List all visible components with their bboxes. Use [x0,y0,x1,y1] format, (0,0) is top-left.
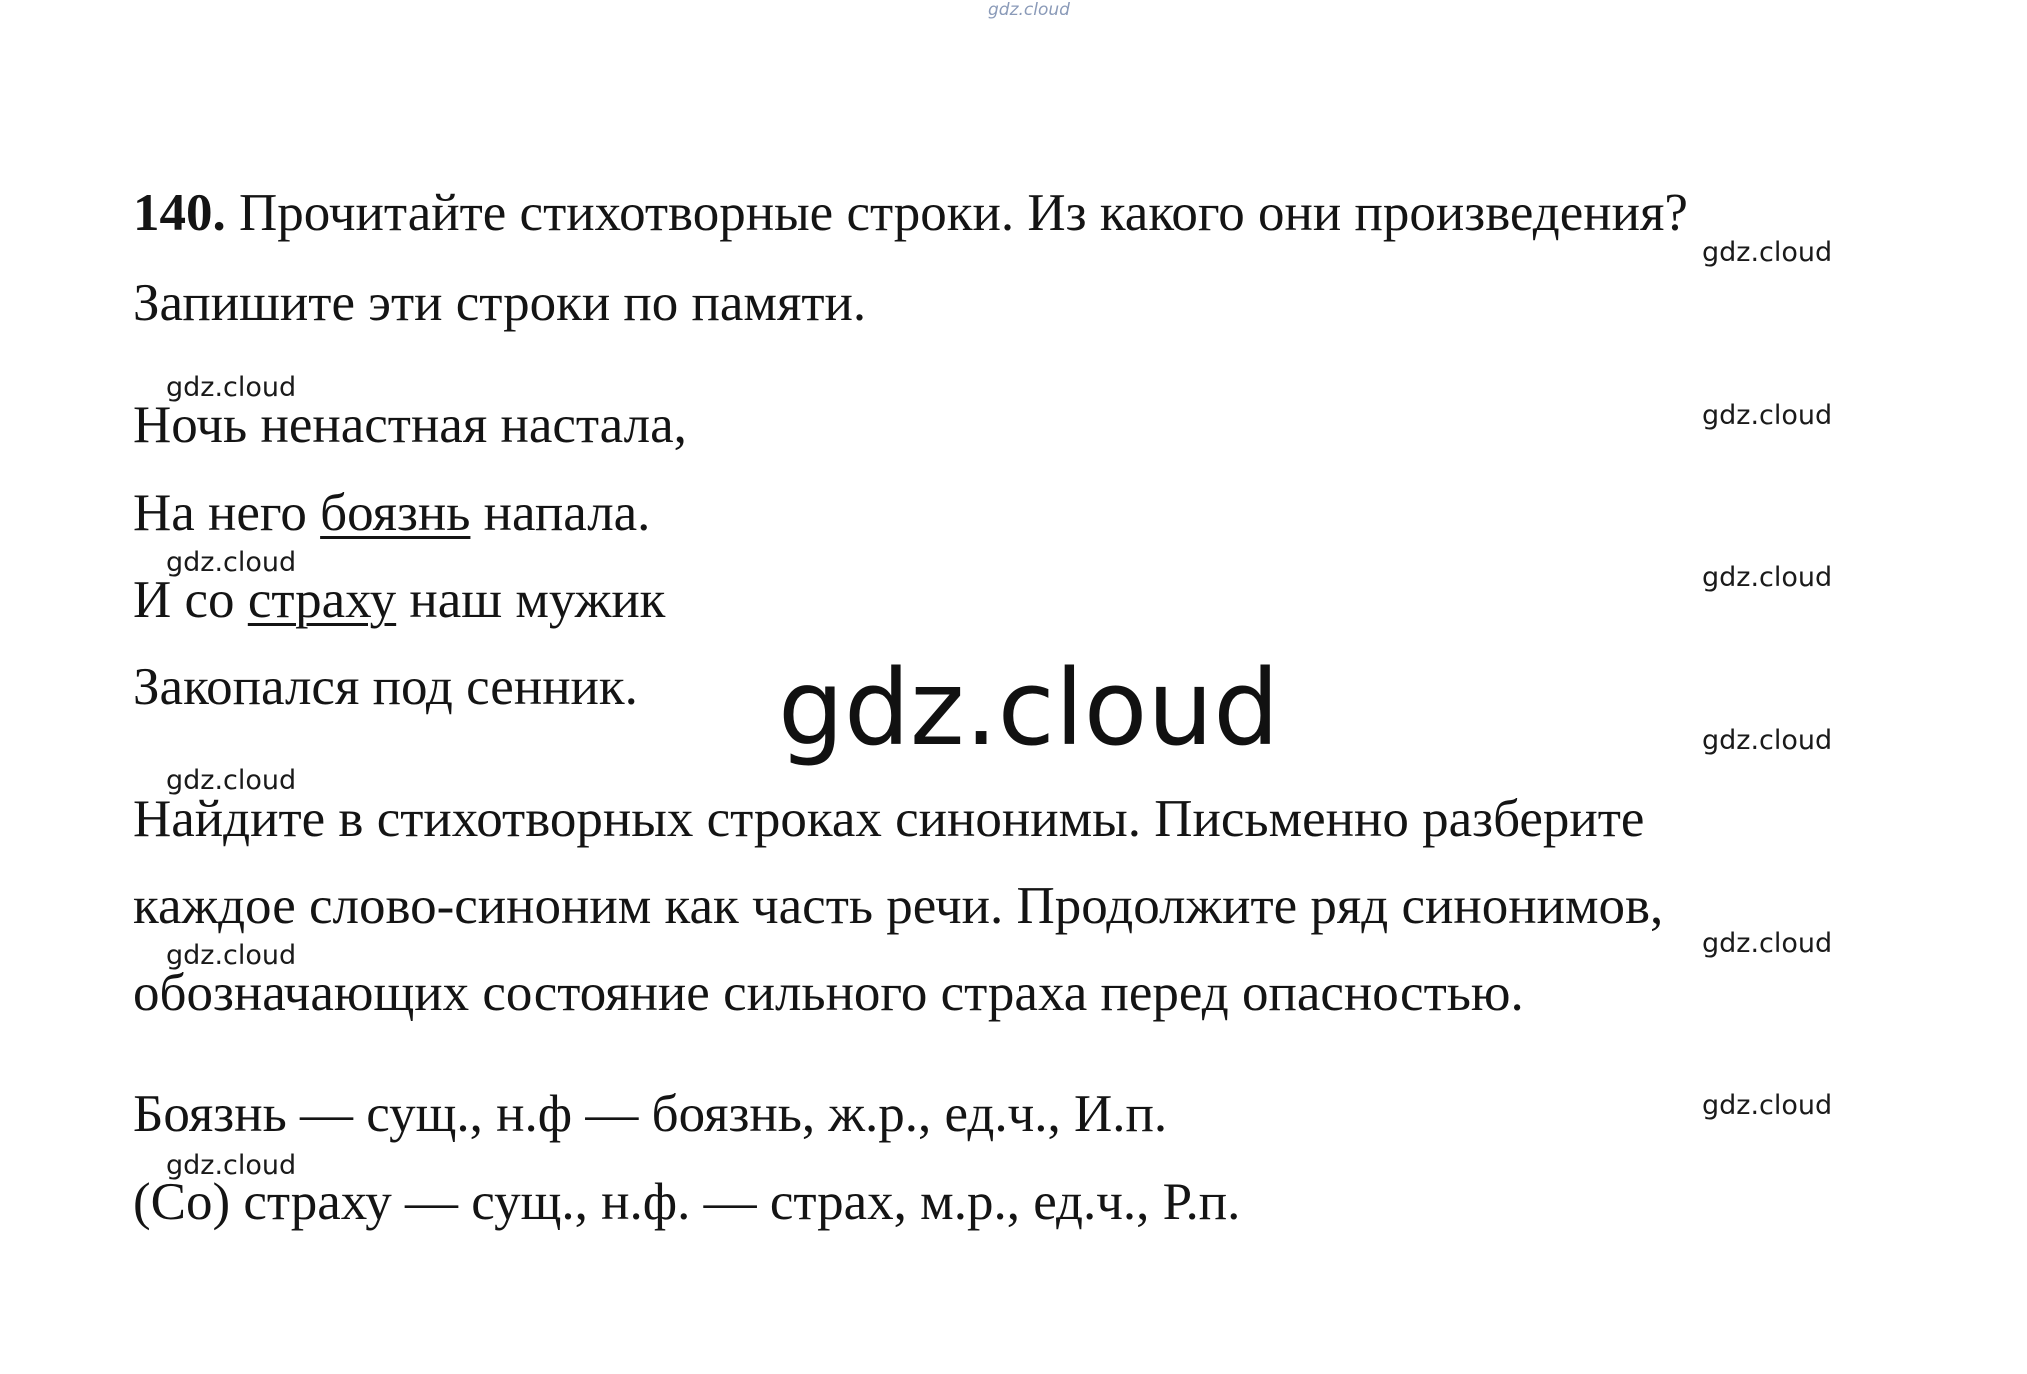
watermark-small: gdz.cloud [166,372,297,403]
poem-line-4: Закопался под сенник. [133,658,638,716]
poem-line-2-end: напала. [470,484,651,542]
poem-line-3 [133,570,665,630]
task2-line-2: каждое слово-синоним как часть речи. Продолжите ряд синонимов, [133,877,1664,935]
watermark-small: gdz.cloud [1702,237,1833,268]
watermark-small: gdz.cloud [1702,400,1833,431]
poem-line-2 [133,483,650,543]
watermark-top: gdz.cloud [988,0,1070,20]
poem-line-2-start: На него [133,484,321,542]
watermark-small: gdz.cloud [1702,928,1833,959]
poem-line-1: Ночь ненастная настала, [133,396,687,454]
task-line-2: Запишите эти строки по памяти. [133,274,867,332]
task-text-1: Прочитайте стихотворные строки. Из какого они произведения? [225,184,1688,242]
answer-line-1: Боязнь — сущ., н.ф — боязнь, ж.р., ед.ч., И.п. [133,1085,1168,1143]
watermark-small: gdz.cloud [166,765,297,796]
task-line-1 [133,183,1688,243]
watermark-small: gdz.cloud [1702,562,1833,593]
watermark-small: gdz.cloud [166,547,297,578]
watermark-small: gdz.cloud [166,940,297,971]
underlined-word-boyazn: боязнь [320,484,471,542]
watermark-small: gdz.cloud [1702,1090,1833,1121]
poem-line-3-end: наш мужик [396,571,666,629]
watermark-large: gdz.cloud [778,647,1280,769]
watermark-small: gdz.cloud [166,1150,297,1181]
watermark-small: gdz.cloud [1702,725,1833,756]
task2-line-3: обозначающих состояние сильного страха перед опасностью. [133,964,1524,1022]
poem-line-3-start: И со [133,571,248,629]
underlined-word-strakhu: страху [247,571,397,629]
task2-line-1: Найдите в стихотворных строках синонимы. Письменно разберите [133,790,1645,848]
answer-line-2: (Со) страху — сущ., н.ф. — страх, м.р., ед.ч., Р.п. [133,1173,1241,1231]
exercise-number: 140. [133,184,226,242]
